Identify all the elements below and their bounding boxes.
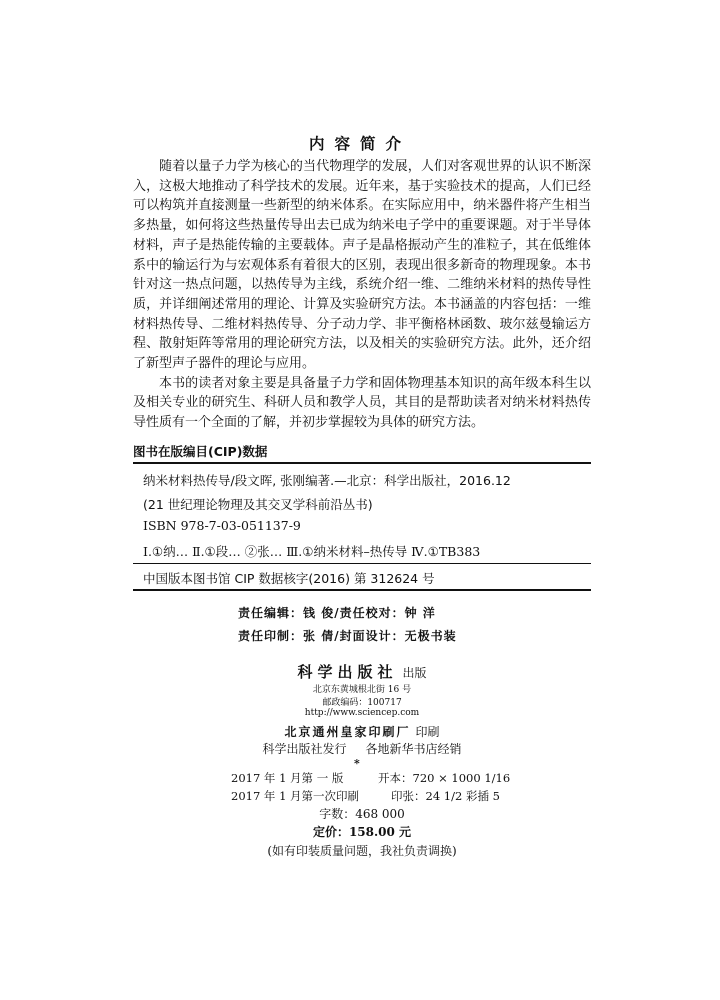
word-count: 字数：468 000 bbox=[319, 807, 405, 821]
distributor: 科学出版社发行 bbox=[262, 742, 347, 756]
editor-label: 责任编辑： bbox=[238, 606, 304, 620]
color-plates: 彩插 5 bbox=[466, 789, 500, 803]
separator-asterisk: * bbox=[354, 757, 360, 770]
cover-designer-name: 无极书装 bbox=[404, 629, 457, 643]
credit-editors bbox=[238, 604, 436, 621]
editor-name: 钱 俊 bbox=[303, 606, 335, 620]
cip-heading: 图书在版编目(CIP)数据 bbox=[133, 444, 268, 459]
summary-paragraph-1: 随着以量子力学为核心的当代物理学的发展，人们对客观世界的认识不断深入，这极大地推动了科学技术的发展。近年来，基于实验技术的提高，人们已经可以构筑并直接测量一些新型的纳米体系。在实际应用中，纳米器件将产生相当多热量，如何将这些热量传导出去已成为纳米电子学中的重要课题。对于半导体材料，声子是热能传输的主要载体。声子是晶格振动产生的准粒子，其在低维体系中的输运行为与宏观体系有着很大的区别，表现出很多新奇的物理现象。本书针对这一热点问题，以热传导为主线，系统介绍一维、二维纳米材料的热传导性质，并详细阐述常用的理论、计算及实验研究方法。本书涵盖的内容包括：一维材料热传导、二维材料热传导、分子动力学、非平衡格林函数、玻尔兹曼输运方程、散射矩阵等常用的理论研究方法，以及相关的实验研究方法。此外，还介绍了新型声子器件的理论与应用。 bbox=[133, 159, 591, 372]
seller: 各地新华书店经销 bbox=[365, 742, 462, 756]
publisher-line bbox=[133, 661, 591, 682]
publisher-postcode: 邮政编码：100717 bbox=[322, 698, 402, 708]
first-edition: 2017 年 1 月第 一 版 bbox=[231, 771, 344, 785]
printer-action: 印刷 bbox=[415, 725, 440, 739]
publisher-address: 北京东黄城根北街 16 号 bbox=[312, 685, 412, 695]
printed-sheets: 印张：24 1/2 bbox=[391, 789, 463, 803]
publisher-website: http://www.sciencep.com bbox=[304, 708, 420, 718]
cip-series-line: (21 世纪理论物理及其交叉学科前沿丛书) bbox=[143, 497, 373, 512]
distribution-line bbox=[133, 740, 591, 757]
quality-notice: (如有印装质量问题，我社负责调换) bbox=[267, 844, 457, 858]
cip-data-box bbox=[133, 462, 591, 591]
summary-title: 内容简介 bbox=[308, 134, 411, 153]
first-printing: 2017 年 1 月第一次印刷 bbox=[231, 789, 360, 803]
printer-line bbox=[133, 721, 591, 740]
cip-record-line: 中国版本图书馆 CIP 数据核字(2016) 第 312624 号 bbox=[143, 571, 435, 586]
summary-body bbox=[133, 157, 591, 433]
book-format: 开本：720 × 1000 1/16 bbox=[378, 771, 511, 785]
printer-name: 北京通州皇家印刷厂 bbox=[284, 725, 411, 739]
cip-classification-line: Ⅰ.①纳… Ⅱ.①段… ②张… Ⅲ.①纳米材料–热传导 Ⅳ.①TB383 bbox=[143, 544, 481, 559]
publisher-action: 出版 bbox=[402, 666, 427, 680]
price: 定价：158.00 元 bbox=[312, 825, 412, 839]
cip-title-line: 纳米材料热传导/段文晖, 张刚编著.—北京：科学出版社，2016.12 bbox=[143, 473, 511, 488]
proofreader-label: /责任校对： bbox=[334, 606, 405, 620]
summary-paragraph-2: 本书的读者对象主要是具备量子力学和固体物理基本知识的高年级本科生以及相关专业的研究生、科研人员和教学人员，其目的是帮助读者对纳米材料热传导性质有一个全面的了解，并初步掌握较为具体的研究方法。 bbox=[133, 375, 591, 431]
publisher-name: 科学出版社 bbox=[297, 663, 398, 681]
cip-divider bbox=[133, 563, 591, 564]
cip-isbn-line: ISBN 978-7-03-051137-9 bbox=[143, 518, 301, 533]
credit-production bbox=[238, 627, 457, 644]
print-manager-name: 张 倩 bbox=[303, 629, 335, 643]
proofreader-name: 钟 洋 bbox=[404, 606, 436, 620]
cover-designer-label: /封面设计： bbox=[334, 629, 405, 643]
print-manager-label: 责任印制： bbox=[238, 629, 304, 643]
